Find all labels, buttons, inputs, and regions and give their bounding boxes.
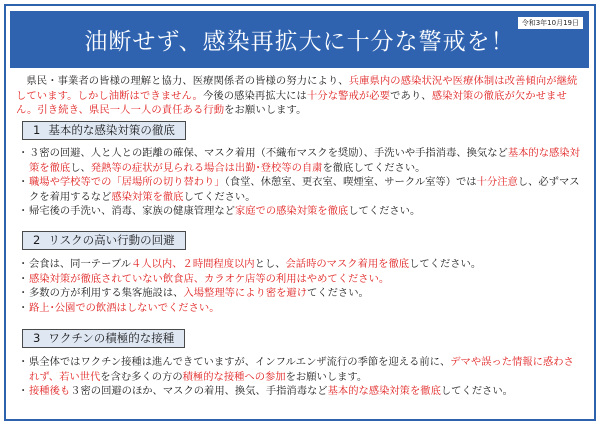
section-list-2 (18, 257, 584, 315)
body-text: してください。 (409, 258, 482, 270)
body-text: し、必ずマスクを着用するなど (29, 176, 580, 203)
body-text: とし、 (254, 258, 286, 270)
body-text: し、 (70, 161, 91, 174)
list-item (18, 146, 584, 175)
section-number: 1 (33, 123, 41, 137)
body-text: をお願いします。 (224, 104, 307, 116)
title-banner (10, 11, 589, 68)
highlight-text: ４人以内、２時間程度以内 (131, 258, 255, 270)
body-text: （食堂、休憩室、更衣室、喫煙室、サークル室等）では (224, 176, 477, 188)
section-heading-1 (22, 121, 186, 140)
body-text: 多数の方が利用する集客施設は、 (29, 287, 184, 299)
highlight-text: 感染対策の徹底が欠かせません。引き続き、県民一人一人の責任ある行動 (16, 89, 567, 116)
highlight-text: 接種後も (29, 385, 71, 397)
bullet-icon: ・ (18, 287, 29, 299)
highlight-text: 十分な警戒が必要 (306, 89, 391, 102)
bullet-icon: ・ (18, 258, 29, 270)
section-title: リスクの高い行動の回避 (48, 233, 175, 247)
list-item (18, 272, 584, 287)
highlight-text: 職場や学校等での「居場所の切り替わり」 (29, 176, 225, 188)
bullet-icon: ・ (18, 176, 29, 188)
bullet-icon: ・ (18, 385, 29, 397)
section-heading-3 (22, 329, 185, 348)
list-item (18, 384, 584, 399)
body-text: 県民・事業者の皆様の理解と協力、医療関係者の皆様の努力により、 (16, 75, 349, 87)
list-item (18, 175, 584, 204)
highlight-text: 兵庫県内の感染状況や医療体制は改善傾向が継続しています。しかし油断はできません。 (16, 75, 578, 102)
intro-paragraph (16, 74, 584, 118)
body-text: てください。 (307, 287, 369, 299)
body-text: 今後の感染再拡大には (202, 89, 307, 102)
highlight-text: 積極的な接種への参加 (182, 370, 286, 383)
list-item (18, 204, 584, 219)
highlight-text: 入場整理等により密を避け (183, 287, 308, 299)
body-text: ３密の回避、人と人との距離の確保、マスク着用（不織布マスクを奨励）、手洗いや手指消毒、換気など (29, 147, 508, 159)
bullet-icon: ・ (18, 147, 29, 159)
body-text: してください。 (440, 385, 513, 397)
section-number: 2 (33, 233, 41, 247)
highlight-text: 家庭での感染対策を徹底 (234, 205, 349, 217)
highlight-text: 感染対策を徹底 (111, 190, 184, 203)
bullet-icon: ・ (18, 205, 29, 217)
bullet-icon: ・ (18, 301, 29, 314)
highlight-text: 発熱等の症状が見られる場合は出勤･登校等の自粛 (90, 161, 323, 174)
body-text: してください。 (348, 205, 421, 217)
highlight-text: 路上･公園での飲酒はしないでください。 (29, 301, 220, 314)
page-title: 油断せず、感染再拡大に十分な警戒を！ (84, 29, 515, 55)
highlight-text: 十分注意 (476, 176, 518, 188)
bullet-icon: ・ (18, 272, 29, 285)
body-text: ３密の回避のほか、マスクの着用、換気、手指消毒など (70, 385, 328, 397)
body-text: を含む多くの方の (100, 370, 183, 383)
section-list-3 (18, 355, 584, 399)
highlight-text: 基本的な感染対策を徹底 (29, 147, 580, 174)
section-title: ワクチンの積極的な接種 (48, 331, 175, 345)
list-item (18, 286, 584, 301)
section-title: 基本的な感染対策の徹底 (48, 123, 175, 137)
section-heading-2 (22, 231, 186, 250)
date-label: 令和3年10月19日 (518, 17, 583, 29)
body-text: 帰宅後の手洗い、消毒、家族の健康管理など (29, 205, 235, 217)
highlight-text: 感染対策が徹底されていない飲食店、カラオケ店等の利用はやめてください。 (29, 272, 390, 285)
highlight-text: デマや誤った情報に惑わされず、若い世代 (29, 356, 574, 383)
list-item (18, 301, 584, 316)
section-list-1 (18, 146, 584, 219)
body-text: 県全体ではワクチン接種は進んできていますが、インフルエンザ流行の季節を迎える前に、 (29, 356, 451, 368)
section-number: 3 (33, 331, 41, 345)
highlight-text: 会話時のマスク着用を徹底 (285, 258, 410, 270)
list-item (18, 257, 584, 272)
body-text: を徹底してください。 (322, 161, 426, 174)
bullet-icon: ・ (18, 356, 29, 368)
highlight-text: 基本的な感染対策を徹底 (327, 385, 441, 397)
body-text: 会食は、同一テーブル (29, 258, 132, 270)
list-item (18, 355, 584, 384)
body-text: をお願いします。 (285, 370, 368, 383)
body-text: であり、 (390, 89, 432, 102)
body-text: してください。 (183, 190, 256, 203)
